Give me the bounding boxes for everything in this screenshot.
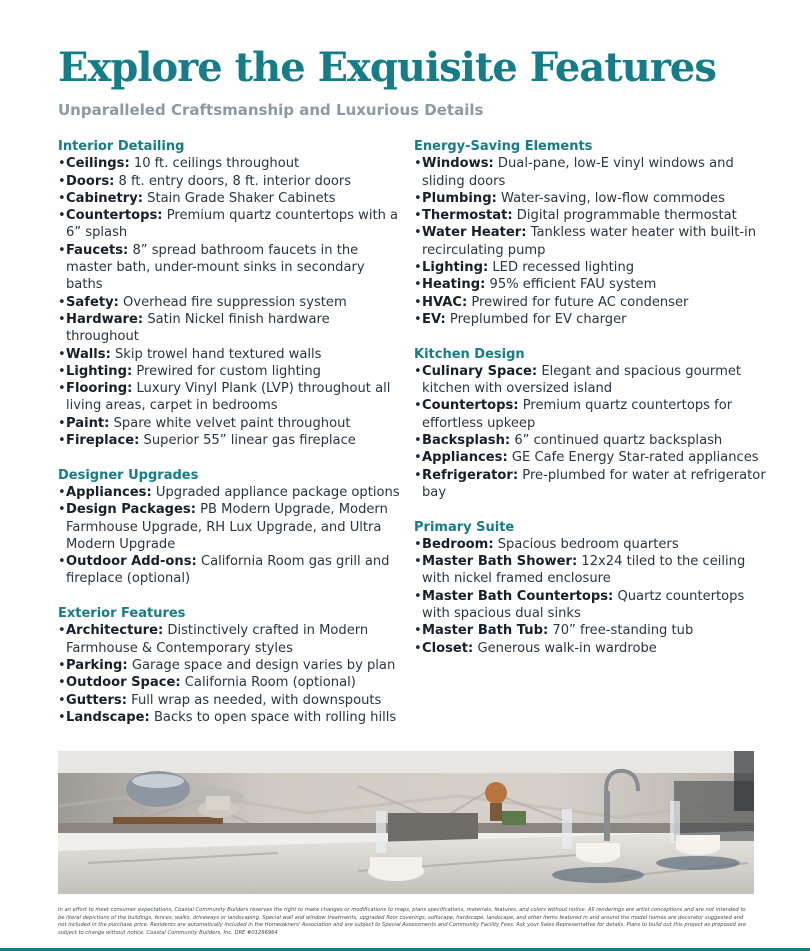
feature-description: Garage space and design varies by plan xyxy=(131,657,396,673)
feature-section xyxy=(414,519,766,657)
feature-label: Doors: xyxy=(66,173,115,189)
feature-label: Thermostat: xyxy=(422,208,513,224)
section-heading: Exterior Features xyxy=(58,606,186,622)
feature-label: Water Heater: xyxy=(422,225,527,241)
legal-disclaimer: In an effort to meet consumer expectations, Coastal Community Builders reserves the right to make changes or modifications to maps, plans specifications, materials, features, and colors without notice. All renderings are artist conceptions and are not intended to be literal depictions of the buildings, fences, walks, driveways or landscaping. Special wall and window treatments, upgraded floor coverings, softscape, hardscape, landscape, and other items featured in and around the model homes are decorator suggested and not included in the purchase price. Residents are automatically included in the Homeowners' Association and are subject to Special Assessments and Community Facility Fees. Ask your Sales Representative for details. Plans to build out this project as proposed are subject to change without notice. Coastal Community Builders, Inc. DRE #01266964 xyxy=(58,907,747,936)
feature-description: Spare white velvet paint throughout xyxy=(113,415,351,431)
feature-label: Faucets: xyxy=(66,242,129,258)
bullet-icon: • xyxy=(58,657,66,673)
feature-label: Appliances: xyxy=(66,484,152,500)
bullet-icon: • xyxy=(58,208,66,224)
bullet-icon: • xyxy=(414,190,422,206)
feature-section xyxy=(414,138,766,328)
feature-item xyxy=(58,311,404,346)
feature-description: Spacious bedroom quarters xyxy=(497,536,679,552)
feature-label: Parking: xyxy=(66,657,128,673)
feature-list xyxy=(58,622,404,726)
bullet-icon: • xyxy=(58,415,66,431)
feature-label: Fireplace: xyxy=(66,433,140,449)
feature-item xyxy=(414,432,766,449)
feature-item xyxy=(58,484,404,501)
bullet-icon: • xyxy=(414,225,422,241)
bullet-icon: • xyxy=(414,398,422,414)
feature-description: 70” free-standing tub xyxy=(552,623,694,639)
feature-description: Backs to open space with rolling hills xyxy=(153,709,397,725)
feature-description: LED recessed lighting xyxy=(492,260,635,276)
bullet-icon: • xyxy=(58,346,66,362)
feature-description: Skip trowel hand textured walls xyxy=(115,346,322,362)
feature-label: Architecture: xyxy=(66,623,164,639)
feature-label: Landscape: xyxy=(66,709,150,725)
feature-item xyxy=(58,380,404,415)
feature-item xyxy=(414,588,766,623)
feature-label: Outdoor Add-ons: xyxy=(66,554,197,570)
feature-label: Hardware: xyxy=(66,311,144,327)
bullet-icon: • xyxy=(58,190,66,206)
feature-description: Stain Grade Shaker Cabinets xyxy=(147,190,336,206)
feature-label: Windows: xyxy=(422,156,494,172)
bullet-icon: • xyxy=(414,588,422,604)
feature-description: Quartz countertops with spacious dual sinks xyxy=(422,588,745,622)
feature-label: Closet: xyxy=(422,640,474,656)
feature-item xyxy=(414,294,766,311)
feature-label: Safety: xyxy=(66,294,119,310)
feature-list xyxy=(414,363,766,501)
feature-description: California Room gas grill and fireplace (optional) xyxy=(66,554,390,587)
bullet-icon: • xyxy=(414,294,422,310)
feature-label: Lighting: xyxy=(422,260,489,276)
feature-item xyxy=(58,207,404,242)
feature-item xyxy=(58,346,404,363)
feature-label: Gutters: xyxy=(66,692,127,708)
feature-item xyxy=(414,536,766,553)
section-heading: Energy-Saving Elements xyxy=(414,139,593,154)
feature-item xyxy=(58,657,404,674)
bullet-icon: • xyxy=(58,554,66,570)
bullet-icon: • xyxy=(414,363,422,379)
feature-label: Master Bath Tub: xyxy=(422,623,549,639)
bullet-icon: • xyxy=(414,311,422,327)
section-heading: Kitchen Design xyxy=(414,346,525,362)
feature-item xyxy=(58,553,404,588)
feature-item xyxy=(414,622,766,639)
feature-description: California Room (optional) xyxy=(184,675,356,691)
feature-description: Elegant and spacious gourmet kitchen with oversized island xyxy=(422,363,742,397)
bullet-icon: • xyxy=(414,640,422,656)
feature-description: Premium quartz countertops for effortless upkeep xyxy=(422,398,733,431)
feature-item xyxy=(414,311,766,328)
left-column xyxy=(58,138,404,743)
feature-description: Tankless water heater with built-in recirculating pump xyxy=(422,225,757,258)
feature-description: 12x24 tiled to the ceiling with nickel framed enclosure xyxy=(422,554,746,587)
feature-item xyxy=(414,259,766,276)
feature-label: Bedroom: xyxy=(422,536,494,552)
feature-description: Digital programmable thermostat xyxy=(516,208,737,224)
feature-description: 8 ft. entry doors, 8 ft. interior doors xyxy=(118,173,352,189)
feature-description: Satin Nickel finish hardware throughout xyxy=(66,311,330,345)
bullet-icon: • xyxy=(58,709,66,725)
feature-item xyxy=(58,173,404,190)
feature-section xyxy=(58,605,404,726)
feature-label: Cabinetry: xyxy=(66,190,143,206)
feature-item xyxy=(414,190,766,207)
feature-description: Full wrap as needed, with downspouts xyxy=(131,692,382,708)
bullet-icon: • xyxy=(58,692,66,708)
feature-label: Refrigerator: xyxy=(422,467,519,483)
bullet-icon: • xyxy=(58,173,66,189)
feature-list xyxy=(58,155,404,449)
feature-list xyxy=(58,484,404,588)
feature-label: Plumbing: xyxy=(422,190,497,206)
feature-section xyxy=(58,138,404,449)
feature-label: Master Bath Shower: xyxy=(422,554,578,570)
feature-description: GE Cafe Energy Star-rated appliances xyxy=(511,450,759,466)
feature-label: EV: xyxy=(422,311,446,327)
bullet-icon: • xyxy=(58,294,66,310)
feature-description: Distinctively crafted in Modern Farmhouse & Contemporary styles xyxy=(66,623,369,656)
bullet-icon: • xyxy=(414,277,422,293)
page-subtitle: Unparalleled Craftsmanship and Luxurious Details xyxy=(58,101,484,119)
feature-description: Preplumbed for EV charger xyxy=(449,311,627,327)
bullet-icon: • xyxy=(58,242,66,258)
feature-item xyxy=(58,415,404,432)
bullet-icon: • xyxy=(58,623,66,639)
bullet-icon: • xyxy=(58,484,66,500)
feature-item xyxy=(58,155,404,172)
feature-description: Premium quartz countertops with a 6” splash xyxy=(66,208,399,241)
feature-description: Prewired for custom lighting xyxy=(136,363,321,379)
feature-label: Lighting: xyxy=(66,363,133,379)
feature-item xyxy=(414,640,766,657)
feature-description: Water-saving, low-flow commodes xyxy=(501,190,725,206)
feature-item xyxy=(58,363,404,380)
feature-item xyxy=(58,501,404,553)
feature-item xyxy=(58,432,404,449)
feature-label: Countertops: xyxy=(422,398,519,414)
feature-description: Luxury Vinyl Plank (LVP) throughout all living areas, carpet in bedrooms xyxy=(66,381,391,414)
bullet-icon: • xyxy=(414,554,422,570)
feature-label: Culinary Space: xyxy=(422,363,538,379)
feature-label: Master Bath Countertops: xyxy=(422,588,614,604)
feature-item xyxy=(58,709,404,726)
right-column xyxy=(414,138,766,674)
feature-label: HVAC: xyxy=(422,294,468,310)
feature-description: Overhead fire suppression system xyxy=(123,294,347,310)
section-heading: Primary Suite xyxy=(414,519,515,535)
kitchen-photo xyxy=(58,751,754,894)
feature-section xyxy=(58,467,404,588)
feature-label: Paint: xyxy=(66,415,110,431)
bullet-icon: • xyxy=(414,156,422,172)
bullet-icon: • xyxy=(58,502,66,518)
feature-description: Pre-plumbed for water at refrigerator bay xyxy=(422,467,766,500)
feature-label: Walls: xyxy=(66,346,111,362)
bullet-icon: • xyxy=(58,156,66,172)
feature-description: Prewired for future AC condenser xyxy=(471,294,689,310)
bullet-icon: • xyxy=(414,208,422,224)
feature-description: 8” spread bathroom faucets in the master bath, under-mount sinks in secondary baths xyxy=(66,242,365,293)
bullet-icon: • xyxy=(414,536,422,552)
bullet-icon: • xyxy=(414,450,422,466)
feature-item xyxy=(58,190,404,207)
feature-label: Ceilings: xyxy=(66,156,130,172)
feature-item xyxy=(58,242,404,294)
feature-description: Upgraded appliance package options xyxy=(155,484,400,500)
bullet-icon: • xyxy=(58,675,66,691)
feature-description: Dual-pane, low-E vinyl windows and sliding doors xyxy=(422,156,734,189)
feature-label: Heating: xyxy=(422,277,486,293)
feature-description: 95% efficient FAU system xyxy=(489,277,657,293)
feature-item xyxy=(414,397,766,432)
bullet-icon: • xyxy=(414,623,422,639)
feature-item xyxy=(414,553,766,588)
feature-item xyxy=(414,207,766,224)
bullet-icon: • xyxy=(58,381,66,397)
feature-label: Appliances: xyxy=(422,450,508,466)
feature-item xyxy=(414,224,766,259)
bullet-icon: • xyxy=(58,311,66,327)
feature-description: 6” continued quartz backsplash xyxy=(514,433,723,449)
feature-item xyxy=(414,467,766,502)
feature-description: 10 ft. ceilings throughout xyxy=(133,156,300,172)
feature-list xyxy=(414,536,766,657)
feature-item xyxy=(414,449,766,466)
bullet-icon: • xyxy=(414,433,422,449)
feature-label: Design Packages: xyxy=(66,502,196,518)
bullet-icon: • xyxy=(58,433,66,449)
bullet-icon: • xyxy=(414,260,422,276)
feature-item xyxy=(414,276,766,293)
bullet-icon: • xyxy=(414,467,422,483)
feature-item xyxy=(58,622,404,657)
feature-label: Countertops: xyxy=(66,208,163,224)
feature-label: Backsplash: xyxy=(422,433,511,449)
bullet-icon: • xyxy=(58,363,66,379)
feature-label: Flooring: xyxy=(66,381,133,397)
feature-item xyxy=(414,155,766,190)
section-heading: Designer Upgrades xyxy=(58,467,199,483)
feature-description: Generous walk-in wardrobe xyxy=(477,640,657,656)
feature-item xyxy=(414,363,766,398)
feature-section xyxy=(414,346,766,502)
feature-description: PB Modern Upgrade, Modern Farmhouse Upgrade, RH Lux Upgrade, and Ultra Modern Upgrade xyxy=(66,502,388,552)
feature-item xyxy=(58,294,404,311)
section-heading: Interior Detailing xyxy=(58,139,185,154)
feature-list xyxy=(414,155,766,328)
feature-item xyxy=(58,692,404,709)
feature-label: Outdoor Space: xyxy=(66,675,181,691)
page-title: Explore the Exquisite Features xyxy=(58,44,716,91)
feature-item xyxy=(58,674,404,691)
feature-description: Superior 55” linear gas fireplace xyxy=(143,433,356,449)
